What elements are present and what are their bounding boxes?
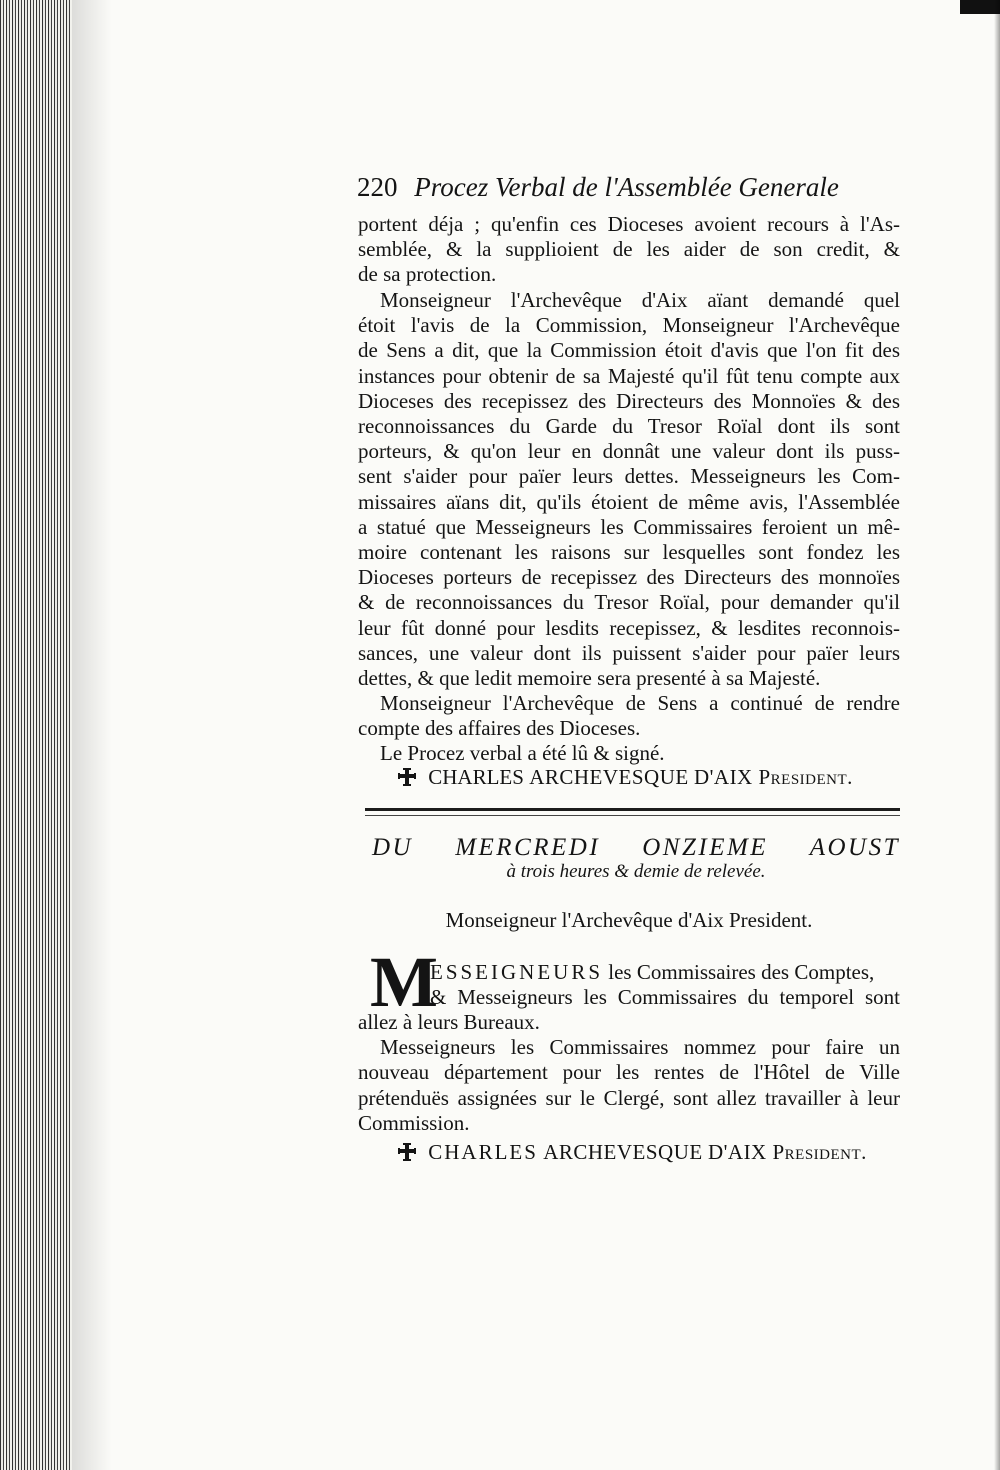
paragraph-commission-opinion [358, 288, 900, 691]
signatory-name: CHARLES [428, 765, 524, 789]
text-line: compte des affaires des Dioceses. [358, 716, 641, 741]
signature-line-2 [397, 1140, 867, 1165]
text-line: prétenduës assignées sur le Clergé, sont allez travailler à leur [358, 1085, 900, 1110]
running-header [357, 172, 897, 203]
opening-lines [430, 960, 900, 1010]
text-line: Dioceses des recepissez des Directeurs des Monnoïes & des [358, 388, 900, 413]
signatory-title: ARCHEVESQUE [529, 765, 689, 789]
text-line: Dioceses porteurs de recepissez des Directeurs des monnoïes [358, 565, 900, 590]
text-line: Monseigneur l'Archevêque d'Aix aïant demandé quel [380, 288, 900, 312]
drop-capital: M [370, 942, 438, 1022]
session-subheading: à trois heures & demie de relevée. [506, 861, 766, 882]
signature-line-1 [397, 765, 853, 790]
page-number: 220 [357, 172, 398, 202]
text-line: & de reconnoissances du Tresor Roïal, pour demander qu'il [358, 590, 900, 615]
text-line: leur fût donné pour lesdits recepissez, & lesdites reconnois- [358, 615, 900, 640]
text-line: moire contenant les raisons sur lesquelles sont fondez les [358, 540, 900, 565]
continued-paragraph [358, 212, 900, 288]
cross-icon [397, 1142, 417, 1162]
signatory-rest: D'AIX President. [693, 765, 853, 789]
signatory-title: ARCHEVESQUE [543, 1140, 703, 1164]
text-line: nouveau département pour les rentes de l'Hôtel de Ville [358, 1060, 900, 1085]
first-word: ESSEIGNEURS [430, 960, 604, 984]
text-line: de Sens a dit, que la Commission étoit d'avis que l'on fit des [358, 338, 900, 363]
text-line: de sa protection. [358, 262, 497, 287]
text-line: instances pour obtenir de sa Majesté qu'il fût tenu compte aux [358, 363, 900, 388]
text-line: dettes, & que ledit memoire sera presenté à sa Majesté. [358, 666, 821, 691]
text-line: allez à leurs Bureaux. [358, 1010, 540, 1034]
session-president: Monseigneur l'Archevêque d'Aix President. [445, 908, 813, 932]
binding-shadow [72, 0, 112, 1470]
text-line: Monseigneur l'Archevêque de Sens a continué de rendre [380, 691, 900, 715]
text-line: Messeigneurs les Commissaires nommez pour faire un [380, 1035, 900, 1060]
text-line: & Messeigneurs les Commissaires du temporel sont [430, 985, 900, 1010]
text-line: étoit l'avis de la Commission, Monseigneur l'Archevêque [358, 313, 900, 338]
session-body [358, 1010, 900, 1136]
running-title: Procez Verbal de l'Assemblée Generale [414, 172, 839, 202]
text-line: porteurs, & qu'on leur en donnât une valeur dont ils puss- [358, 439, 900, 464]
session-heading: DU MERCREDI ONZIEME AOUST [372, 834, 900, 861]
paragraph-sens-report [358, 691, 900, 741]
text-line: les Commissaires des Comptes, [608, 960, 875, 984]
right-page-edge [994, 0, 1000, 1470]
text-line: semblée, & la supplioient de les aider de son credit, & [358, 237, 900, 262]
text-line: a statué que Messeigneurs les Commissaires feroient un mê- [358, 514, 900, 539]
text-line: sances, une valeur dont ils puissent s'aider pour païer leurs [358, 640, 900, 665]
text-line: portent déja ; qu'enfin ces Dioceses avoient recours à l'As- [358, 212, 900, 236]
text-line: sent s'aider pour païer leurs dettes. Messeigneurs les Com- [358, 464, 900, 489]
book-page-edge [0, 0, 72, 1470]
text-line: Commission. [358, 1110, 470, 1135]
text-line: missaires aïans dit, qu'ils étoient de même avis, l'Assemblée [358, 489, 900, 514]
section-divider-thin [365, 815, 900, 816]
text-line: reconnoissances du Garde du Tresor Roïal dont ils sont [358, 414, 900, 439]
text-line: Le Procez verbal a été lû & signé. [380, 741, 665, 765]
signatory-name: CHARLES [428, 1140, 538, 1164]
paragraph-signed [358, 741, 900, 766]
section-divider-thick [365, 808, 900, 811]
signatory-rest: D'AIX President. [707, 1140, 867, 1164]
cross-icon [397, 767, 417, 787]
